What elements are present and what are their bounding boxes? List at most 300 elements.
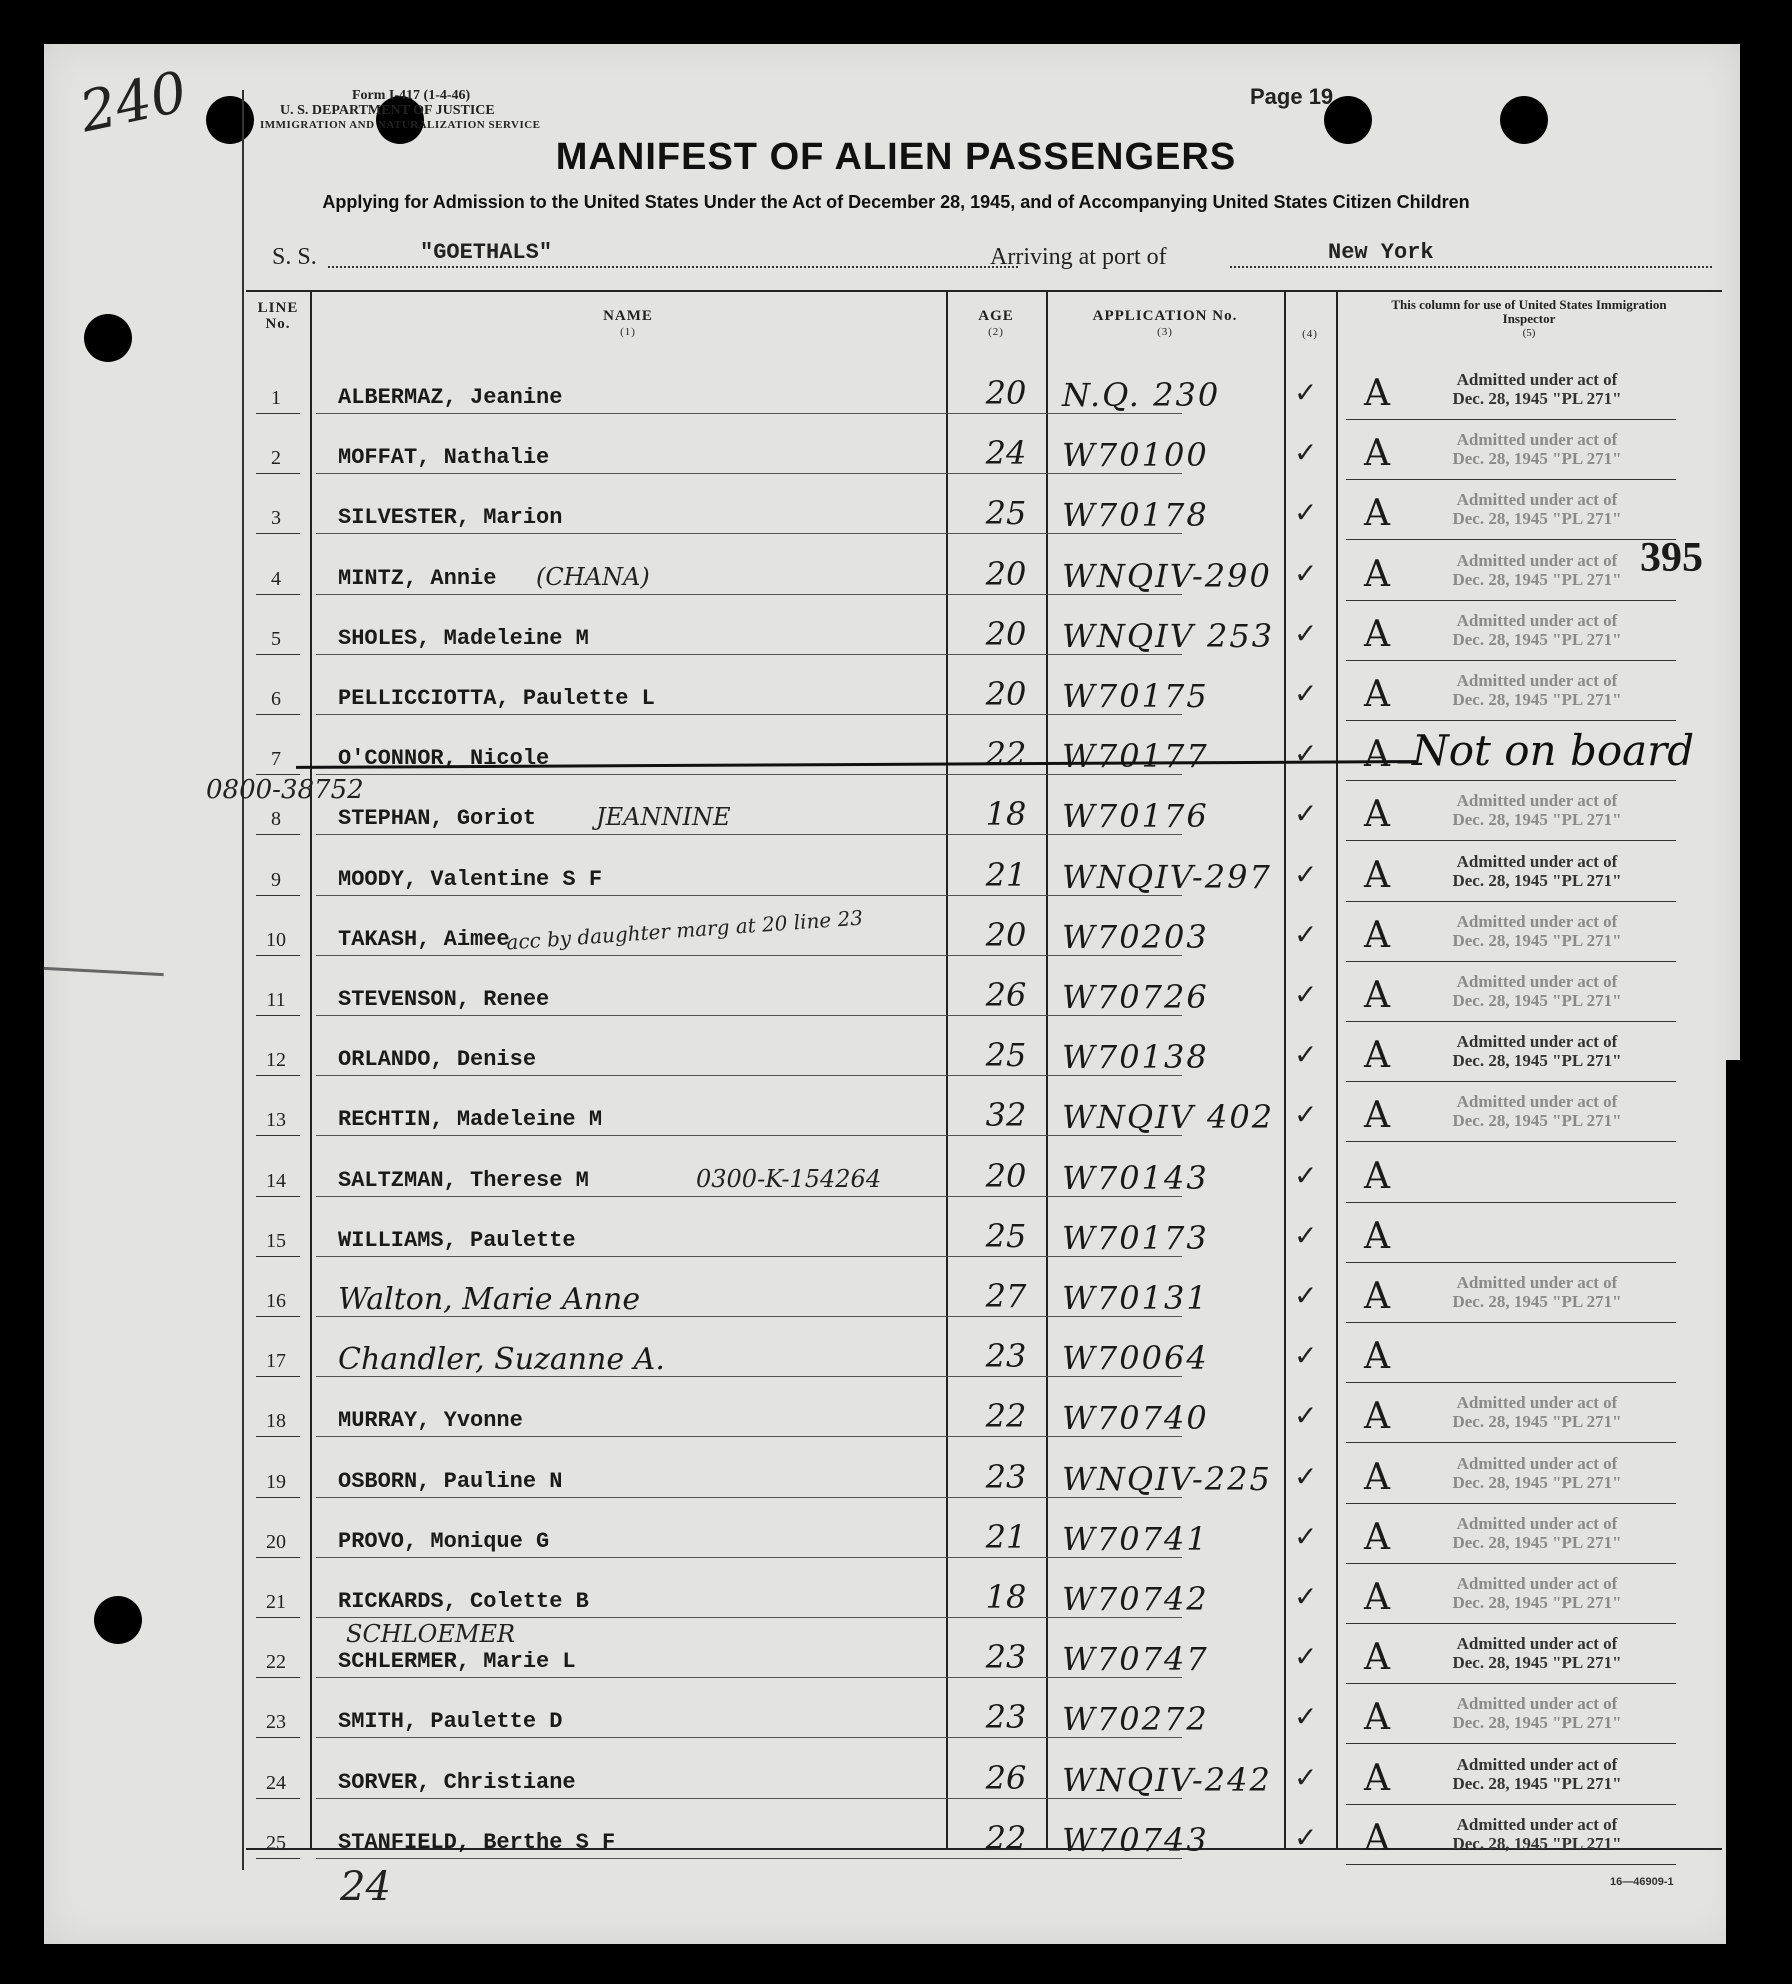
stamp-line-1: Admitted under act of xyxy=(1456,1092,1618,1112)
line-number: 2 xyxy=(271,447,281,470)
stamp-rule xyxy=(1346,840,1676,841)
line-number: 9 xyxy=(271,868,281,891)
passenger-name: RICKARDS, Colette B xyxy=(338,1589,589,1614)
stamp-line-2: Dec. 28, 1945 "PL 271" xyxy=(1452,870,1622,890)
table-row xyxy=(246,1207,1722,1267)
line-rule xyxy=(256,1497,300,1498)
ship-info xyxy=(272,240,1712,276)
stamp-rule xyxy=(1346,1683,1676,1684)
ss-dotted-line xyxy=(328,266,1018,268)
document-title: MANIFEST OF ALIEN PASSENGERS xyxy=(555,136,1237,178)
table-row xyxy=(246,424,1722,484)
admitted-stamp xyxy=(1402,671,1672,709)
form-info xyxy=(260,88,541,133)
passenger-name: STANFIELD, Berthe S F xyxy=(338,1829,616,1855)
inspector-mark: A xyxy=(1364,1516,1390,1558)
stamp-line-2: Dec. 28, 1945 "PL 271" xyxy=(1452,449,1622,469)
admitted-stamp xyxy=(1402,1273,1672,1311)
table-row xyxy=(246,1749,1722,1809)
inspector-mark: A xyxy=(1364,433,1390,475)
passenger-name: MINTZ, Annie xyxy=(338,565,497,591)
line-rule xyxy=(256,533,300,534)
stamp-line-1: Admitted under act of xyxy=(1456,1814,1618,1834)
inspector-mark: A xyxy=(1364,854,1390,896)
row-rule xyxy=(316,1858,1182,1859)
line-number: 19 xyxy=(266,1470,286,1493)
punch-hole xyxy=(94,1596,142,1644)
stamp-rule xyxy=(1346,1503,1676,1504)
table-row xyxy=(246,1448,1722,1508)
application-number: W70175 xyxy=(1062,677,1209,715)
check-icon: ✓ xyxy=(1294,1762,1318,1794)
inspector-mark: A xyxy=(1364,1336,1390,1378)
stamp-rule xyxy=(1346,1322,1676,1323)
row-rule xyxy=(316,1075,1182,1076)
stamp-rule xyxy=(1346,1743,1676,1744)
stamp-line-2: Dec. 28, 1945 "PL 271" xyxy=(1452,1593,1622,1612)
ss-label: S. S. xyxy=(272,244,317,270)
stamp-line-2: Dec. 28, 1945 "PL 271" xyxy=(1452,389,1622,408)
stamp-line-1: Admitted under act of xyxy=(1456,1694,1618,1714)
stamp-line-2: Dec. 28, 1945 "PL 271" xyxy=(1452,1833,1622,1853)
row-rule xyxy=(316,473,1182,474)
passenger-age: 25 xyxy=(985,494,1027,533)
row-rule xyxy=(316,654,1182,655)
check-icon: ✓ xyxy=(1294,1040,1318,1072)
table-row xyxy=(246,725,1722,785)
table-row xyxy=(246,1267,1722,1327)
line-rule xyxy=(256,1075,300,1076)
passenger-age: 25 xyxy=(985,1036,1027,1075)
row-rule xyxy=(316,594,1182,595)
stamp-line-1: Admitted under act of xyxy=(1456,490,1618,510)
table-row xyxy=(246,545,1722,605)
application-number: W70178 xyxy=(1062,496,1209,535)
stamp-rule xyxy=(1346,479,1676,480)
passenger-name: MOODY, Valentine S F xyxy=(338,866,603,892)
form-number: Form I-417 (1-4-46) xyxy=(352,88,471,103)
admitted-stamp xyxy=(1402,1454,1672,1492)
passenger-name: Chandler, Suzanne A. xyxy=(338,1342,665,1378)
passenger-name: SILVESTER, Marion xyxy=(338,505,563,531)
stamp-rule xyxy=(1346,600,1676,601)
table-row xyxy=(246,484,1722,544)
stamp-rule xyxy=(1346,660,1676,661)
passenger-name: STEPHAN, Goriot xyxy=(338,806,537,832)
row-rule xyxy=(316,1436,1182,1437)
stamp-rule xyxy=(1346,1804,1676,1805)
admitted-stamp xyxy=(1402,611,1672,649)
stamp-line-1: Admitted under act of xyxy=(1456,1574,1618,1593)
table-row xyxy=(246,966,1722,1026)
stamp-line-2: Dec. 28, 1945 "PL 271" xyxy=(1452,1532,1622,1552)
passenger-age: 20 xyxy=(985,915,1027,954)
handwritten-annotation: (CHANA) xyxy=(536,562,650,591)
row-rule xyxy=(316,1798,1182,1799)
line-number: 12 xyxy=(266,1049,286,1072)
check-icon: ✓ xyxy=(1294,1160,1318,1192)
application-number: W70100 xyxy=(1062,436,1209,475)
stamp-line-2: Dec. 28, 1945 "PL 271" xyxy=(1452,930,1622,950)
department: U. S. DEPARTMENT OF JUSTICE xyxy=(280,103,495,118)
table-row xyxy=(246,1147,1722,1207)
stamp-line-1: Admitted under act of xyxy=(1456,430,1618,450)
passenger-age: 26 xyxy=(985,1758,1027,1797)
stamp-rule xyxy=(1346,419,1676,420)
passenger-age: 32 xyxy=(985,1096,1027,1135)
passenger-name: MURRAY, Yvonne xyxy=(338,1408,523,1434)
stamp-rule xyxy=(1346,1202,1676,1203)
row-rule xyxy=(316,1737,1182,1738)
manifest-table xyxy=(206,290,1722,1859)
row-rule xyxy=(316,1617,1182,1618)
check-icon: ✓ xyxy=(1294,739,1318,771)
application-number: W70726 xyxy=(1062,978,1209,1016)
admitted-stamp xyxy=(1402,1755,1672,1793)
passenger-age: 22 xyxy=(985,1397,1027,1436)
stamp-number: 395 xyxy=(1640,535,1703,581)
document-subtitle: Applying for Admission to the United States Under the Act of December 28, 1945, and of Accompanying United States Citizen Children xyxy=(322,192,1470,212)
check-icon: ✓ xyxy=(1294,1401,1318,1433)
stamp-rule xyxy=(1346,1864,1676,1865)
row-rule xyxy=(316,714,1182,715)
table-row xyxy=(246,1620,1722,1688)
row-rule xyxy=(316,1196,1182,1197)
line-rule xyxy=(256,654,300,655)
line-rule xyxy=(256,714,300,715)
line-number: 25 xyxy=(266,1831,286,1854)
passenger-name: PROVO, Monique G xyxy=(338,1528,550,1554)
admitted-stamp xyxy=(1402,1815,1672,1853)
inspector-mark: A xyxy=(1364,1817,1390,1859)
passenger-name: STEVENSON, Renee xyxy=(338,987,550,1012)
stamp-rule xyxy=(1346,901,1676,902)
line-rule xyxy=(256,1557,300,1558)
stamp-rule xyxy=(1346,1382,1676,1383)
application-number: W70272 xyxy=(1062,1700,1209,1739)
stamp-line-1: Admitted under act of xyxy=(1456,550,1618,570)
handwritten-annotation: 0300-K-154264 xyxy=(696,1164,882,1193)
application-number: WNQIV-242 xyxy=(1062,1760,1272,1799)
check-icon: ✓ xyxy=(1294,498,1318,530)
table-row xyxy=(246,1327,1722,1387)
passenger-name: SALTZMAN, Therese M xyxy=(338,1167,589,1193)
stamp-rule xyxy=(1346,1021,1676,1022)
admitted-stamp xyxy=(1402,972,1672,1010)
line-rule xyxy=(256,1135,300,1136)
admitted-stamp xyxy=(1402,852,1672,890)
line-rule xyxy=(256,955,300,956)
line-number: 15 xyxy=(266,1229,286,1252)
footer-count: 24 xyxy=(340,1864,391,1910)
inspector-mark: A xyxy=(1364,1456,1390,1498)
stamp-rule xyxy=(1346,1563,1676,1564)
admitted-stamp xyxy=(1402,1032,1672,1070)
stamp-line-1: Admitted under act of xyxy=(1456,1393,1618,1413)
admitted-stamp xyxy=(1402,430,1672,468)
stamp-rule xyxy=(1346,1442,1676,1443)
line-rule xyxy=(256,413,300,414)
passenger-name: OSBORN, Pauline N xyxy=(338,1468,563,1494)
line-number: 10 xyxy=(266,928,286,951)
line-rule xyxy=(256,834,300,835)
passenger-age: 20 xyxy=(985,1156,1027,1195)
port-name: New York xyxy=(1328,240,1434,265)
passenger-name: SHOLES, Madeleine M xyxy=(338,625,589,651)
line-number: 13 xyxy=(266,1109,286,1132)
row-rule xyxy=(316,1557,1182,1558)
page-number: Page 19 xyxy=(1250,84,1334,109)
line-rule xyxy=(256,1436,300,1437)
line-rule xyxy=(256,1316,300,1317)
line-rule xyxy=(256,1015,300,1016)
passenger-name: ALBERMAZ, Jeanine xyxy=(338,385,563,410)
passenger-age: 18 xyxy=(985,795,1027,834)
line-number: 18 xyxy=(266,1410,286,1433)
passenger-age: 24 xyxy=(985,434,1027,473)
stamp-rule xyxy=(1346,1623,1676,1624)
admitted-stamp xyxy=(1402,1092,1672,1130)
table-row xyxy=(246,1508,1722,1568)
row-rule xyxy=(316,895,1182,896)
passenger-age: 20 xyxy=(985,374,1027,412)
passenger-age: 23 xyxy=(985,1457,1027,1496)
stamp-line-2: Dec. 28, 1945 "PL 271" xyxy=(1452,1472,1622,1492)
application-number: WNQIV 402 xyxy=(1062,1098,1275,1137)
admitted-stamp xyxy=(1402,490,1672,528)
row-rule xyxy=(316,955,1182,956)
admitted-stamp xyxy=(1402,1393,1672,1431)
passenger-name: O'CONNOR, Nicole xyxy=(338,746,550,772)
line-number: 14 xyxy=(266,1169,286,1192)
inspector-mark: A xyxy=(1364,613,1390,655)
header-inspector: This column for use of United States Immigration Inspector (5) xyxy=(1391,297,1667,339)
line-rule xyxy=(256,895,300,896)
row-rule xyxy=(316,413,1182,414)
line-rule xyxy=(256,1798,300,1799)
header-col4: (4) xyxy=(1302,328,1318,340)
passenger-age: 23 xyxy=(985,1698,1027,1737)
inspector-mark: A xyxy=(1364,1155,1390,1197)
inspector-mark: A xyxy=(1364,914,1390,956)
header-application: APPLICATION No. (3) xyxy=(1092,308,1238,338)
handwritten-annotation: acc by daughter marg at 20 line 23 xyxy=(505,905,864,955)
row-rule xyxy=(316,1256,1182,1257)
table-row xyxy=(246,1026,1722,1086)
inspector-mark: A xyxy=(1364,1215,1390,1257)
table-row xyxy=(246,1568,1722,1628)
application-number: W70177 xyxy=(1062,737,1209,776)
row-rule xyxy=(316,834,1182,835)
stamp-line-1: Admitted under act of xyxy=(1456,911,1618,931)
stamp-rule xyxy=(1346,1081,1676,1082)
line-number: 22 xyxy=(266,1651,286,1674)
stamp-line-2: Dec. 28, 1945 "PL 271" xyxy=(1452,810,1622,830)
line-number: 6 xyxy=(271,688,281,710)
port-label: Arriving at port of xyxy=(990,244,1167,270)
row-rule xyxy=(316,1677,1182,1678)
check-icon: ✓ xyxy=(1294,1582,1318,1613)
application-number: W70143 xyxy=(1062,1158,1209,1197)
table-row xyxy=(246,1688,1722,1748)
application-number: W70747 xyxy=(1062,1640,1209,1679)
row-rule xyxy=(316,533,1182,534)
stamp-line-1: Admitted under act of xyxy=(1456,1453,1618,1473)
inspector-mark: A xyxy=(1364,1095,1390,1137)
line-number: 3 xyxy=(271,507,281,530)
punch-hole xyxy=(84,314,132,362)
stamp-rule xyxy=(1346,961,1676,962)
passenger-name: ORLANDO, Denise xyxy=(338,1047,537,1073)
table-row xyxy=(206,775,1722,845)
stamp-line-2: Dec. 28, 1945 "PL 271" xyxy=(1452,690,1622,709)
stamp-line-1: Admitted under act of xyxy=(1456,1634,1618,1654)
inspector-mark: A xyxy=(1364,734,1390,776)
stamp-line-1: Admitted under act of xyxy=(1456,1032,1618,1052)
application-number: W70742 xyxy=(1062,1580,1209,1618)
row-rule xyxy=(316,1015,1182,1016)
stamp-line-2: Dec. 28, 1945 "PL 271" xyxy=(1452,1653,1622,1673)
port-dotted-line xyxy=(1230,266,1712,268)
check-icon: ✓ xyxy=(1294,378,1318,409)
check-icon: ✓ xyxy=(1294,1822,1318,1854)
admitted-stamp xyxy=(1402,791,1672,829)
handwritten-annotation: SCHLOEMER xyxy=(346,1620,516,1649)
application-number: W70138 xyxy=(1062,1038,1209,1077)
line-rule xyxy=(256,1677,300,1678)
application-number: W70203 xyxy=(1062,917,1209,956)
table-row xyxy=(246,1387,1722,1447)
line-rule xyxy=(256,1376,300,1377)
check-icon: ✓ xyxy=(1294,1642,1318,1674)
line-number: 17 xyxy=(266,1350,286,1373)
table-row xyxy=(246,665,1722,725)
check-icon: ✓ xyxy=(1294,1100,1318,1132)
line-number: 24 xyxy=(266,1771,286,1794)
stamp-line-2: Dec. 28, 1945 "PL 271" xyxy=(1452,1412,1622,1432)
passenger-name: SCHLERMER, Marie L xyxy=(338,1649,576,1675)
inspector-mark: A xyxy=(1364,1637,1390,1679)
check-icon: ✓ xyxy=(1294,1281,1318,1312)
inspector-mark: A xyxy=(1364,1035,1390,1077)
passenger-age: 25 xyxy=(985,1216,1027,1255)
application-number: WNQIV-290 xyxy=(1062,556,1272,595)
check-icon: ✓ xyxy=(1294,799,1318,831)
line-rule xyxy=(256,594,300,595)
stamp-line-1: Admitted under act of xyxy=(1456,1754,1618,1774)
passenger-name: SMITH, Paulette D xyxy=(338,1709,563,1735)
inspector-mark: A xyxy=(1364,1697,1390,1739)
passenger-age: 22 xyxy=(985,735,1027,774)
stamp-line-2: Dec. 28, 1945 "PL 271" xyxy=(1452,1773,1622,1793)
inspector-mark: A xyxy=(1364,1757,1390,1799)
passenger-name: PELLICCIOTTA, Paulette L xyxy=(338,686,655,711)
stamp-line-1: Admitted under act of xyxy=(1456,972,1618,991)
inspector-mark: A xyxy=(1364,373,1390,414)
stamp-line-1: Admitted under act of xyxy=(1456,370,1618,389)
stamp-line-2: Dec. 28, 1945 "PL 271" xyxy=(1452,1111,1622,1131)
inspector-mark: A xyxy=(1364,674,1390,715)
admitted-stamp xyxy=(1402,1694,1672,1732)
margin-line xyxy=(242,90,244,1870)
application-number: WNQIV-297 xyxy=(1062,857,1272,896)
header-name: NAME (1) xyxy=(603,308,653,338)
admitted-stamp xyxy=(1402,1634,1672,1672)
check-icon: ✓ xyxy=(1294,1521,1318,1553)
stamp-line-1: Admitted under act of xyxy=(1456,851,1618,871)
passenger-age: 21 xyxy=(985,1517,1027,1556)
handwritten-annotation: JEANNINE xyxy=(596,803,731,832)
passenger-name: MOFFAT, Nathalie xyxy=(338,445,550,471)
stamp-rule xyxy=(1346,720,1676,721)
line-number: 7 xyxy=(271,748,281,771)
passenger-age: 20 xyxy=(985,554,1027,593)
inspector-mark: A xyxy=(1364,1396,1390,1438)
row-rule xyxy=(316,774,1182,775)
stamp-line-2: Dec. 28, 1945 "PL 271" xyxy=(1452,1051,1622,1071)
line-rule xyxy=(256,1196,300,1197)
inspector-mark: A xyxy=(1364,975,1390,1016)
service: IMMIGRATION AND NATURALIZATION SERVICE xyxy=(260,119,541,131)
passenger-age: 23 xyxy=(985,1638,1027,1677)
admitted-stamp xyxy=(1402,551,1672,589)
inspector-mark: A xyxy=(1364,1577,1390,1618)
check-icon: ✓ xyxy=(1294,919,1318,951)
check-icon: ✓ xyxy=(1294,438,1318,470)
line-number: 16 xyxy=(266,1290,286,1312)
form-code: 16—46909-1 xyxy=(1610,1876,1674,1888)
stamp-line-2: Dec. 28, 1945 "PL 271" xyxy=(1452,991,1622,1010)
line-number: 8 xyxy=(271,808,281,831)
table-row xyxy=(246,605,1722,665)
admitted-stamp xyxy=(1402,1514,1672,1552)
application-number: W70064 xyxy=(1062,1339,1209,1378)
check-icon: ✓ xyxy=(1294,859,1318,891)
stamp-line-2: Dec. 28, 1945 "PL 271" xyxy=(1452,1713,1622,1733)
line-rule xyxy=(256,1256,300,1257)
torn-edge xyxy=(1726,1060,1792,1960)
application-number: W70740 xyxy=(1062,1399,1209,1438)
passenger-name: Walton, Marie Anne xyxy=(338,1282,641,1317)
passenger-age: 27 xyxy=(985,1277,1027,1315)
admitted-stamp xyxy=(1402,1574,1672,1612)
check-icon: ✓ xyxy=(1294,558,1318,590)
passenger-age: 23 xyxy=(985,1337,1027,1376)
application-number: WNQIV 253 xyxy=(1062,616,1275,655)
passenger-name: RECHTIN, Madeleine M xyxy=(338,1107,603,1133)
stamp-rule xyxy=(1346,780,1676,781)
stamp-line-2: Dec. 28, 1945 "PL 271" xyxy=(1452,629,1622,649)
row-rule xyxy=(316,1497,1182,1498)
application-number: W70176 xyxy=(1062,797,1209,836)
stamp-rule xyxy=(1346,1141,1676,1142)
stamp-rule xyxy=(1346,1262,1676,1263)
handwritten-annotation: 0800-38752 xyxy=(206,775,364,806)
line-number: 5 xyxy=(271,627,281,650)
line-number: 1 xyxy=(271,387,281,409)
passenger-age: 22 xyxy=(985,1818,1027,1857)
line-number: 23 xyxy=(266,1711,286,1734)
passenger-age: 20 xyxy=(985,675,1027,713)
line-number: 11 xyxy=(266,989,286,1011)
check-icon: ✓ xyxy=(1294,1220,1318,1252)
line-rule xyxy=(256,1858,300,1859)
check-icon: ✓ xyxy=(1294,1461,1318,1493)
table-row xyxy=(246,1809,1722,1869)
line-number: 20 xyxy=(266,1530,286,1553)
stamp-line-1: Admitted under act of xyxy=(1456,610,1618,630)
table-row xyxy=(246,1086,1722,1146)
